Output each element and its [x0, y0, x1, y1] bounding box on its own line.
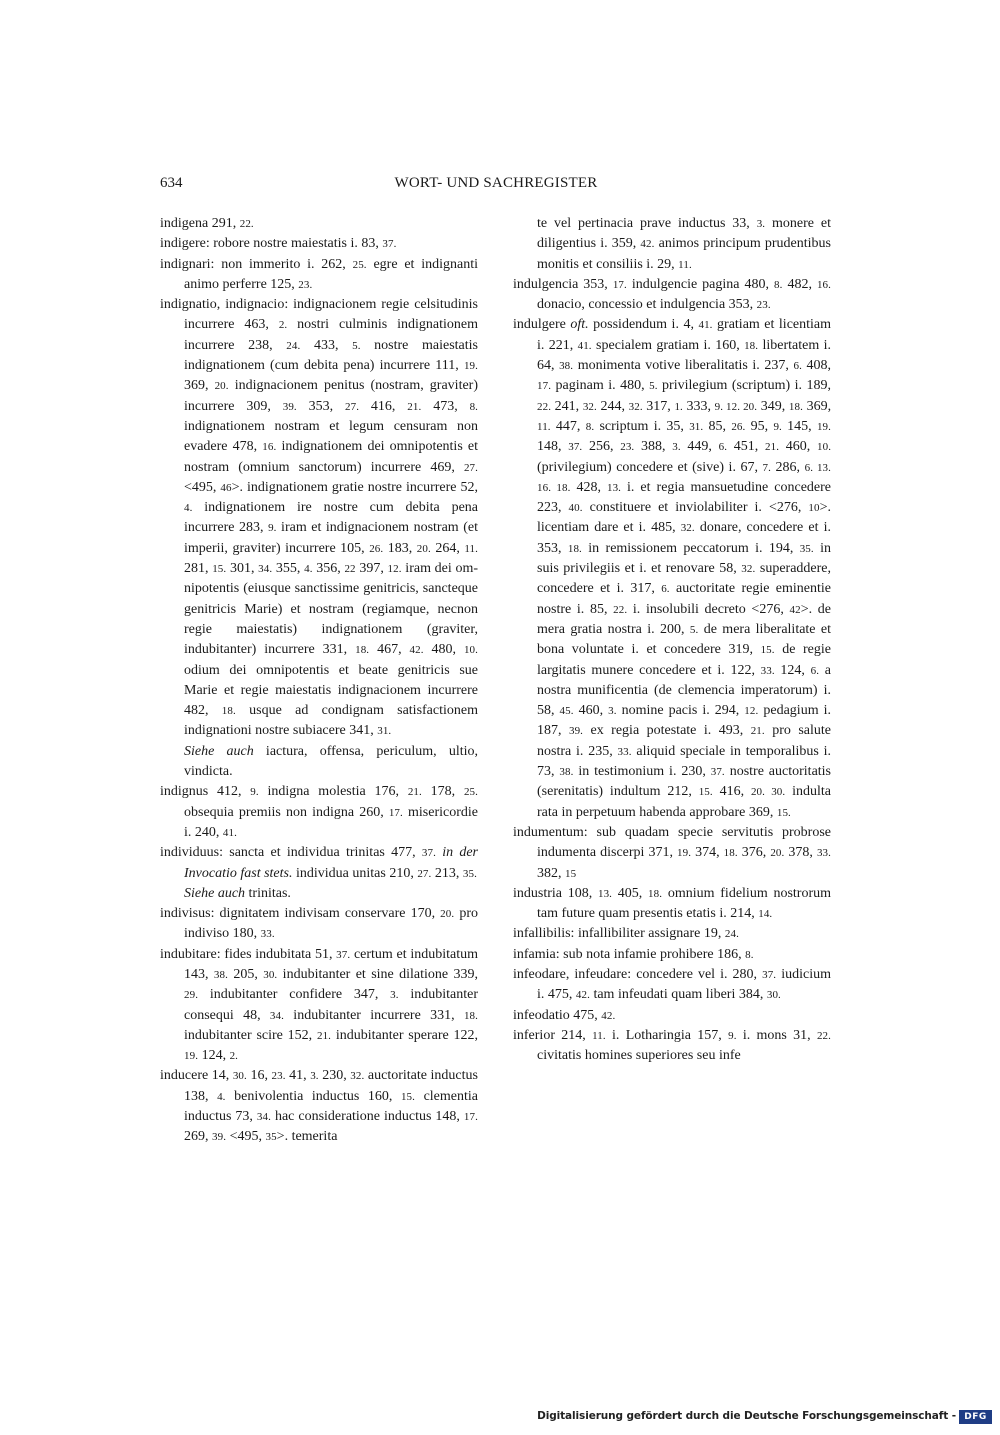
footer [537, 1410, 992, 1426]
index-entry: indumentum: sub quadam specie servitutis probrose indumenta discerpi 371, 19. 374, 18. 376, 20. 378, 33. 382, 15 [513, 824, 832, 881]
funding-note: Digitalisierung gefördert durch die Deutsche Forschungsgemeinschaft - [537, 1410, 956, 1422]
index-entry: Siehe auch trinitas. [184, 885, 291, 901]
index-entry: inducere 14, 30. 16, 23. 41, 3. 230, 32. auctoritate inductus 138, 4. benivolentia inductus 160, 15. clementia inductus 73, 34. hac consideratione inductus 148, 17. 269, 39. <495, 35>. temerita [160, 1068, 478, 1145]
index-entry: infallibilis: infallibiliter assignare 19, 24. [513, 926, 739, 942]
running-title: WORT- UND SACHREGISTER [394, 175, 598, 191]
dfg-logo [959, 1410, 992, 1424]
index-entry: industria 108, 13. 405, 18. omnium fidelium nostrorum tam future quam presentis etatis i. 214, 14. [513, 885, 832, 922]
index-entry: indigere: robore nostre maiestatis i. 83, 37. [160, 236, 397, 252]
page-header [160, 172, 832, 196]
index-entry: indulgencia 353, 17. indulgencie pagina 480, 8. 482, 16. donacio, concessio et indulgencia 353, 23. [513, 276, 832, 313]
index-entry: Siehe auch iactura, offensa, periculum, ultio, vindicta. [184, 743, 478, 780]
left-column [160, 214, 478, 1148]
index-entry: individuus: sancta et individua trinitas 477, 37. in der Invocatio fast stets. individua unitas 210, 27. 213, 35. [160, 845, 479, 881]
dfg-logo-text: DFG [964, 1412, 987, 1422]
page-number: 634 [160, 175, 183, 191]
index-entry: indignus 412, 9. indigna molestia 176, 21. 178, 25. obsequia premiis non indigna 260, 17. misericordie i. 240, 41. [160, 784, 478, 840]
index-entry: indigena 291, 22. [160, 216, 254, 231]
index-entry: inferior 214, 11. i. Lotharingia 157, 9. i. mons 31, 22. civitatis homines superiores seu infe [513, 1027, 831, 1064]
index-entry: indivisus: dignitatem indivisam conservare 170, 20. pro indiviso 180, 33. [160, 906, 478, 942]
index-entry: infeodare, infeudare: concedere vel i. 280, 37. iudicium i. 475, 42. tam infeudati quam liberi 384, 30. [513, 966, 831, 1003]
index-entry: indignari: non immerito i. 262, 25. egre et indignanti animo perferre 125, 23. [160, 256, 478, 292]
index-entry: te vel pertinacia prave inductus 33, 3. monere et diligentius i. 359, 42. animos principum prudentibus monitis et consiliis i. 29, 11. [537, 216, 831, 272]
index-entry: infamia: sub nota infamie prohibere 186, 8. [513, 946, 754, 962]
index-entry: indulgere oft. possidendum i. 4, 41. gratiam et licentiam i. 221, 41. specialem gratiam i. 160, 18. libertatem i. 64, 38. monimenta votive liberalitatis i. 237, 6. 408, 17. paginam i. 480, 5. privilegium (scriptum) i. 189, 22. 241, 32. 244, 32. 317, 1. 333, 9. 12. 20. 349, 18. 369, 11. 447, 8. scriptum i. 35, 31. 85, 26. 95, 9. 145, 19. 148, 37. 256, 23. 388, 3. 449, 6. 451, 21. 460, 10. (privilegium) concedere et (sive) i. 67, 7. 286, 6. 13. 16. 18. 428, 13. i. et regia mansuetudine concedere 223, 40. constituere et inviolabiliter i. <276, 10>. licentiam dare et i. 485, 32. donare, concedere et i. 353, 18. in remissionem peccatorum i. 194, 35. in suis privilegiis et i. et renovare 58, 32. superaddere, concedere et i. 317, 6. auctoritate regie eminentie nostre i. 85, 22. i. insolubili decreto <276, 42>. de mera gratia nostra i. 200, 5. de mera liberalitate et bona voluntate i. et concedere 319, 15. de regie largitatis munere concedere et i. 122, 33. 124, 6. a nostra munificentia (de clemencia imperatorum) i. 58, 45. 460, 3. nomine pacis i. 294, 12. pedagium i. 187, 39. ex regia potestate i. 493, 21. pro salute nostra i. 235, 33. aliquid speciale in temporalibus i. 73, 38. in testimonium i. 230, 37. nostre auctoritatis (serenitatis) indultum 212, 15. 416, 20. 30. indulta rata in perpetuum habenda approbare 369, 15. [513, 317, 832, 820]
index-entry: indubitare: fides indubitata 51, 37. certum et indubitatum 143, 38. 205, 30. indubitanter et sine dilatione 339, 29. indubitanter confidere 347, 3. indubitanter consequi 48, 34. indubitanter incurrere 331, 18. indubitanter scire 152, 21. indubitanter sperare 122, 19. 124, 2. [160, 946, 479, 1064]
index-entry: indignatio, indignacio: indignacionem regie celsitudinis incurrere 463, 2. nostri culminis indignationem incurrere 238, 24. 433, 5. nostre maiestatis indignationem (cum debita pena) incurrere 111, 19. 369, 20. indignacionem penitus (nostram, graviter) incurrere 309, 39. 353, 27. 416, 21. 473, 8. indignationem nostram et legum censuram non evadere 478, 16. indignationem dei omnipotentis et nostram (omnium sanctorum) incurrere 469, 27. <495, 46>. indignationem gratie nostre incurrere 52, 4. indignationem ire nostre cum debita pena incurrere 283, 9. iram et indignacionem nostram (et imperii, graviter) incurrere 105, 26. 183, 20. 264, 11. 281, 15. 301, 34. 355, 4. 356, 22 397, 12. iram dei omnipotentis (eiusque sanctissime genitricis, sancteque genitricis Marie) et nostram (regiamque, necnon regie maiestatis) indignationem (graviter, indubitanter) incurrere 331, 18. 467, 42. 480, 10. odium dei omnipotentis et beate genitricis sue Marie et regie maiestatis indignacionem incurrere 482, 18. usque ad condignam satisfactionem indignationi nostre subiacere 341, 31. [160, 297, 479, 739]
right-column [513, 214, 831, 1066]
index-entry: infeodatio 475, 42. [513, 1007, 616, 1023]
